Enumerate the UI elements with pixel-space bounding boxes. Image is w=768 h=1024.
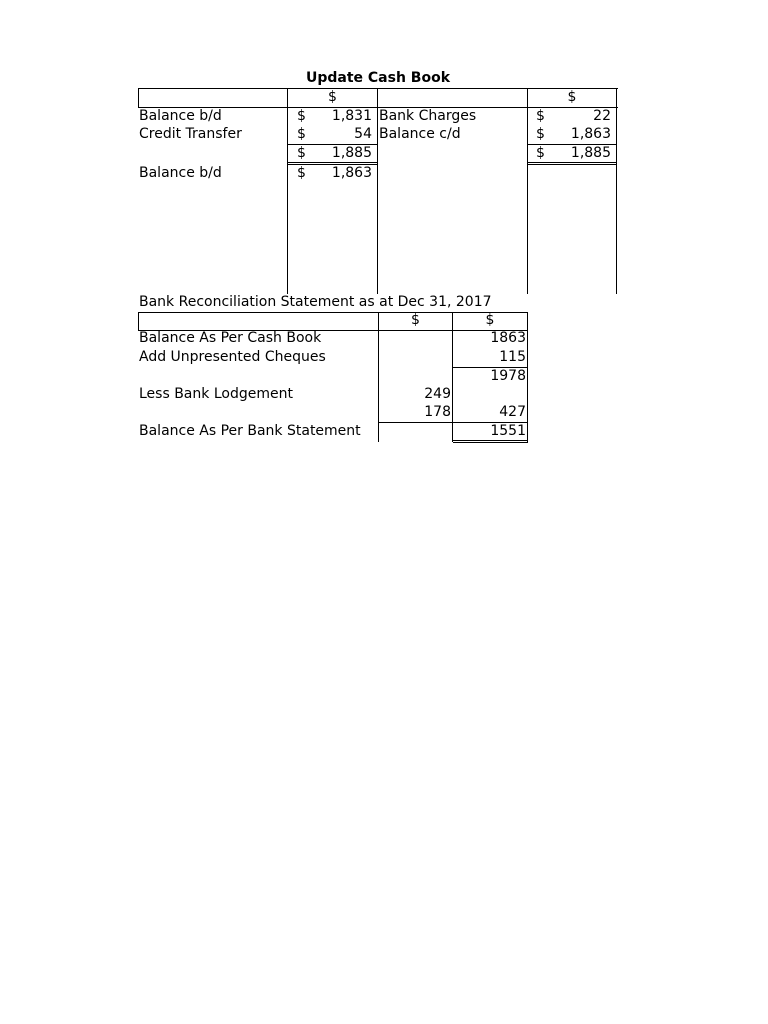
reconciliation-row-col2: 115 — [499, 349, 526, 365]
reconciliation-col1-header: $ — [411, 312, 420, 328]
reconciliation-col2-header: $ — [485, 312, 495, 328]
credit-total-currency: $ — [536, 145, 545, 161]
reconciliation-row-col1: 249 — [424, 386, 451, 402]
credit-row-label: Bank Charges — [379, 108, 477, 124]
debit-total-currency: $ — [297, 145, 306, 161]
credit-row-amount: 1,863 — [570, 126, 611, 142]
credit-amount-header: $ — [567, 89, 577, 105]
credit-row-label: Balance c/d — [379, 126, 461, 142]
credit-row-currency: $ — [536, 126, 545, 142]
debit-row-amount: 1,831 — [331, 108, 372, 124]
reconciliation-title: Bank Reconciliation Statement as at Dec 31, 2017 — [139, 294, 492, 310]
reconciliation-row-col1: 178 — [424, 404, 451, 420]
debit-amount-header: $ — [328, 89, 337, 105]
credit-row-currency: $ — [536, 108, 545, 124]
debit-row-label: Credit Transfer — [139, 126, 242, 142]
reconciliation-row-col2: 1863 — [490, 330, 526, 346]
balance-bd-currency: $ — [297, 165, 306, 181]
balance-bd-amount: 1,863 — [331, 165, 372, 181]
debit-row-currency: $ — [297, 108, 306, 124]
cash-book-title: Update Cash Book — [305, 70, 451, 86]
reconciliation-row-label: Less Bank Lodgement — [139, 386, 293, 402]
reconciliation-row-col2: 427 — [499, 404, 526, 420]
reconciliation-row-label: Balance As Per Bank Statement — [139, 423, 361, 439]
credit-row-amount: 22 — [593, 108, 611, 124]
reconciliation-row-label: Balance As Per Cash Book — [139, 330, 322, 346]
balance-bd-label: Balance b/d — [139, 165, 222, 181]
reconciliation-row-col2: 1978 — [490, 368, 526, 384]
debit-row-amount: 54 — [354, 126, 372, 142]
debit-row-currency: $ — [297, 126, 306, 142]
credit-total-amount: 1,885 — [570, 145, 611, 161]
debit-row-label: Balance b/d — [139, 108, 222, 124]
debit-total-amount: 1,885 — [331, 145, 372, 161]
reconciliation-row-label: Add Unpresented Cheques — [139, 349, 326, 365]
reconciliation-row-col2: 1551 — [490, 423, 526, 439]
